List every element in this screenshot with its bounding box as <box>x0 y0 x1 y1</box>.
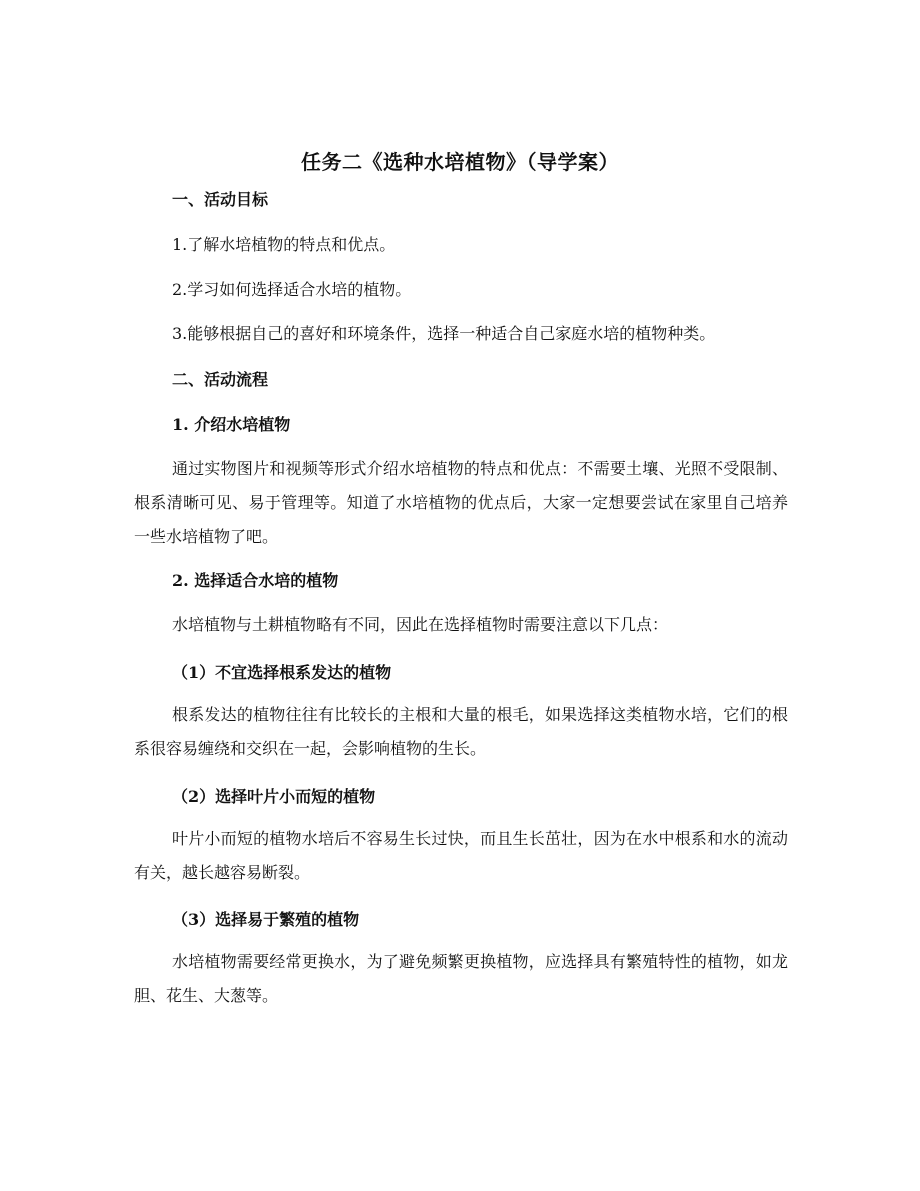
point-heading-2: （2）选择叶片小而短的植物 <box>172 787 376 806</box>
point-heading-1: （1）不宜选择根系发达的植物 <box>172 663 392 682</box>
point-paragraph-2: 叶片小而短的植物水培后不容易生长过快，而且生长茁壮，因为在水中根系和水的流动有关，越长越容易断裂。 <box>134 829 788 882</box>
goal-item-2: 2.学习如何选择适合水培的植物。 <box>172 280 412 299</box>
step-1-paragraph: 通过实物图片和视频等形式介绍水培植物的特点和优点：不需要土壤、光照不受限制、根系清晰可见、易于管理等。知道了水培植物的优点后，大家一定想要尝试在家里自己培养一些水培植物了吧。 <box>134 459 788 546</box>
goal-item-1: 1.了解水培植物的特点和优点。 <box>172 235 396 254</box>
page-title: 任务二《选种水培植物》（导学案） <box>301 150 619 174</box>
section-heading-process: 二、活动流程 <box>172 370 269 389</box>
point-paragraph-3: 水培植物需要经常更换水，为了避免频繁更换植物，应选择具有繁殖特性的植物，如龙胆、花生、大葱等。 <box>134 952 788 1005</box>
step-2-intro: 水培植物与土耕植物略有不同，因此在选择植物时需要注意以下几点： <box>172 615 669 634</box>
step-heading-1: 1. 介绍水培植物 <box>172 415 291 434</box>
point-heading-3: （3）选择易于繁殖的植物 <box>172 910 360 929</box>
point-paragraph-1: 根系发达的植物往往有比较长的主根和大量的根毛，如果选择这类植物水培，它们的根系很容易缠绕和交织在一起，会影响植物的生长。 <box>134 705 788 758</box>
goal-item-3: 3.能够根据自己的喜好和环境条件，选择一种适合自己家庭水培的植物种类。 <box>172 324 716 343</box>
step-heading-2: 2. 选择适合水培的植物 <box>172 571 339 590</box>
section-heading-goals: 一、活动目标 <box>172 190 269 209</box>
